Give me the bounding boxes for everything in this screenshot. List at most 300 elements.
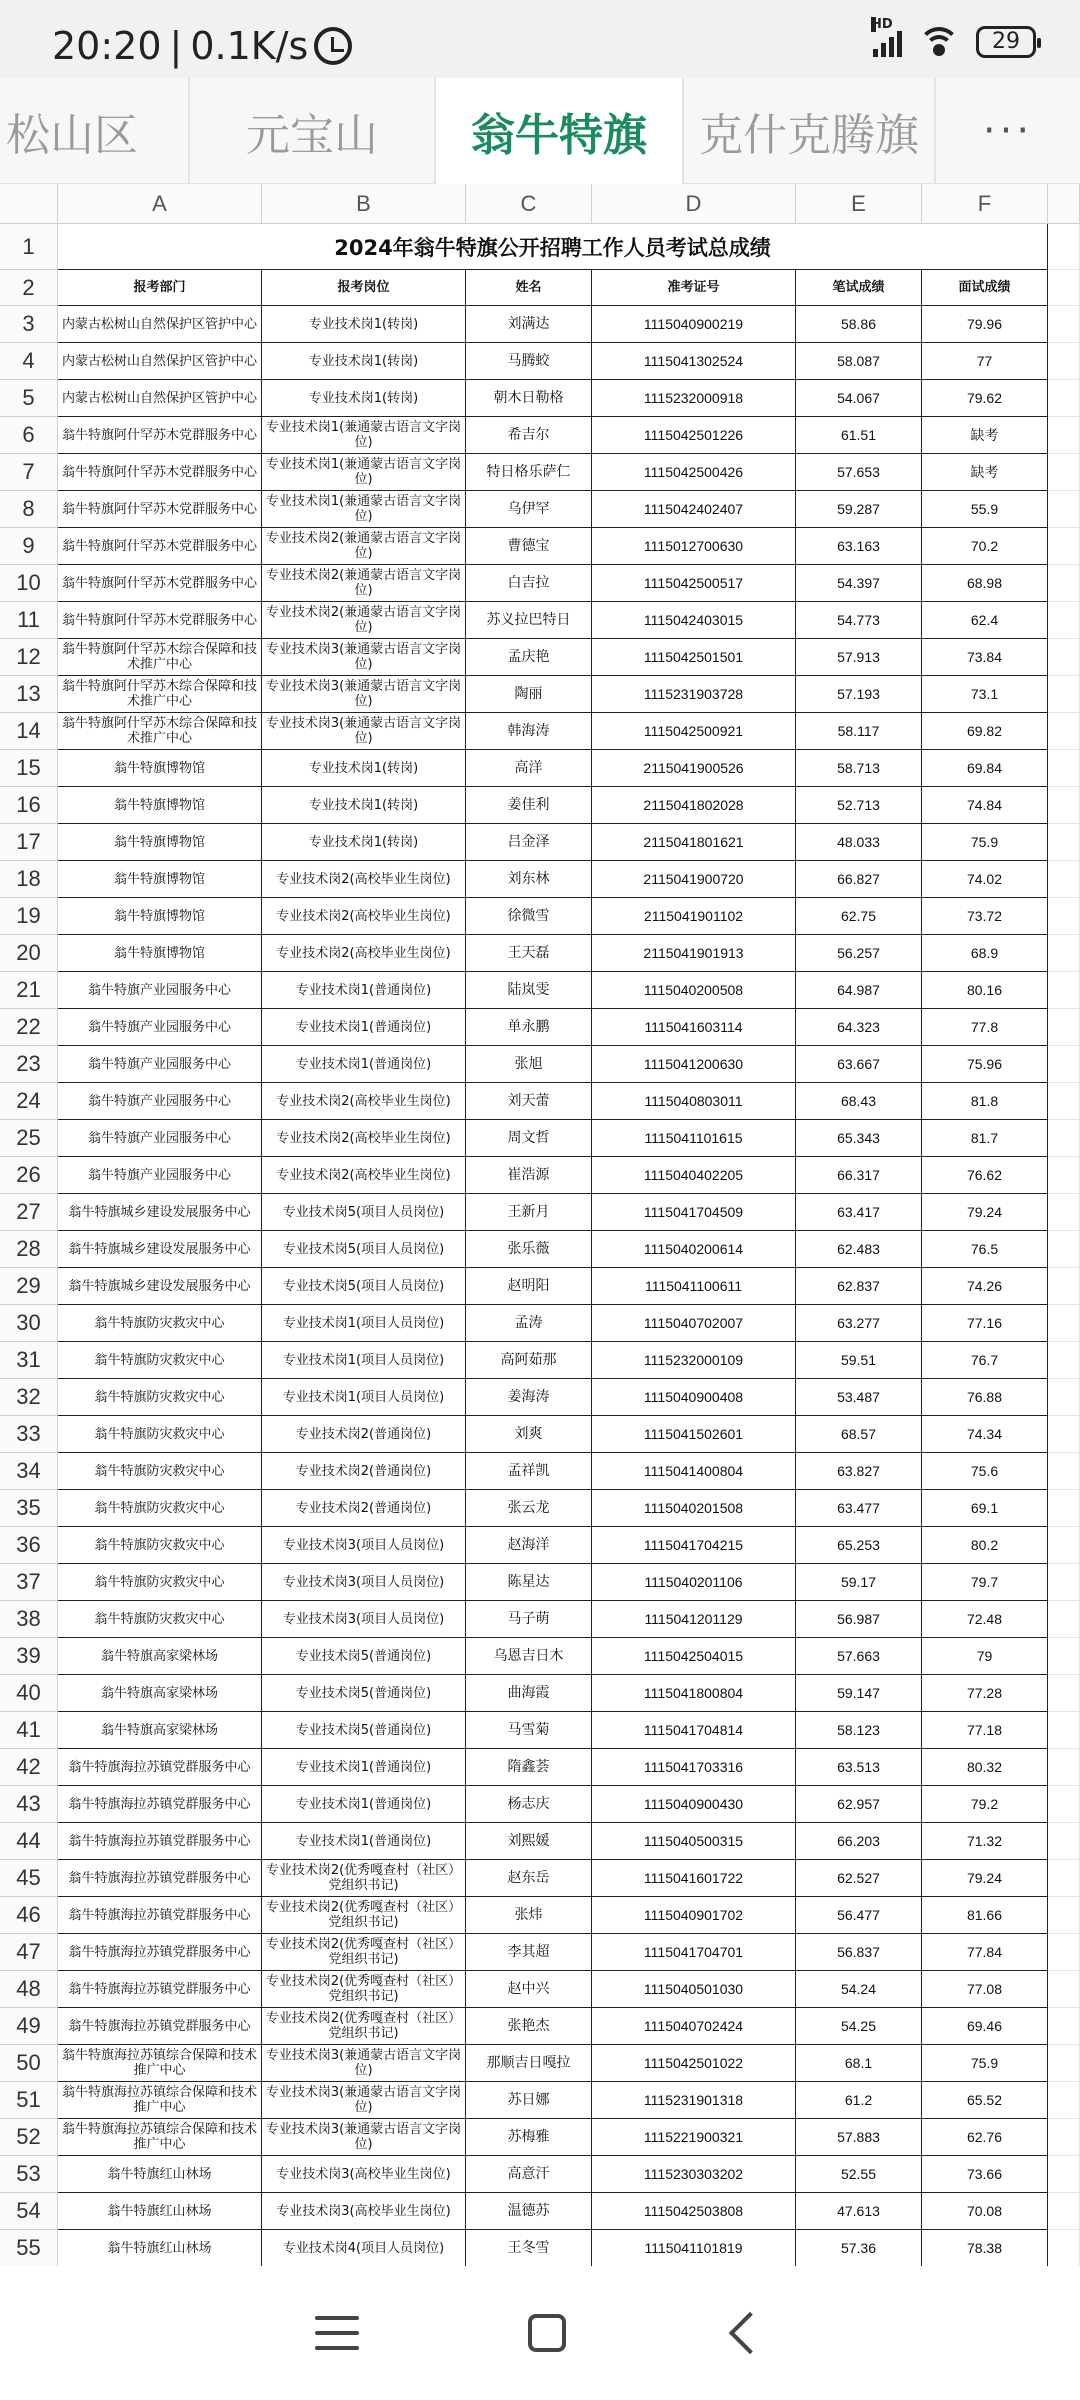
position-cell[interactable]: 专业技术岗1(普通岗位)	[262, 972, 466, 1009]
row-number[interactable]: 32	[0, 1379, 58, 1416]
written-score-cell[interactable]: 58.123	[796, 1712, 922, 1749]
interview-score-cell[interactable]: 69.82	[922, 713, 1048, 750]
tab-songshan[interactable]: 松山区	[0, 78, 190, 184]
row-number[interactable]: 33	[0, 1416, 58, 1453]
column-header-e[interactable]: E	[796, 184, 922, 224]
position-cell[interactable]: 专业技术岗2(普通岗位)	[262, 1490, 466, 1527]
ticket-cell[interactable]: 1115041400804	[592, 1453, 796, 1490]
position-cell[interactable]: 专业技术岗2(兼通蒙古语言文字岗位)	[262, 602, 466, 639]
empty-cell[interactable]	[1048, 861, 1080, 898]
row-number[interactable]: 15	[0, 750, 58, 787]
written-score-cell[interactable]: 56.987	[796, 1601, 922, 1638]
ticket-cell[interactable]: 2115041802028	[592, 787, 796, 824]
row-number[interactable]: 16	[0, 787, 58, 824]
written-score-cell[interactable]: 64.323	[796, 1009, 922, 1046]
name-cell[interactable]: 张炜	[466, 1897, 592, 1934]
name-cell[interactable]: 王新月	[466, 1194, 592, 1231]
department-cell[interactable]: 翁牛特旗海拉苏镇综合保障和技术推广中心	[58, 2045, 262, 2082]
name-cell[interactable]: 张乐薇	[466, 1231, 592, 1268]
name-cell[interactable]: 单永鹏	[466, 1009, 592, 1046]
written-score-cell[interactable]: 63.417	[796, 1194, 922, 1231]
name-cell[interactable]: 徐微雪	[466, 898, 592, 935]
name-cell[interactable]: 曹德宝	[466, 528, 592, 565]
name-cell[interactable]: 崔浩源	[466, 1157, 592, 1194]
written-score-cell[interactable]: 47.613	[796, 2193, 922, 2230]
position-cell[interactable]: 专业技术岗1(普通岗位)	[262, 1009, 466, 1046]
position-cell[interactable]: 专业技术岗5(项目人员岗位)	[262, 1231, 466, 1268]
row-number[interactable]: 29	[0, 1268, 58, 1305]
ticket-cell[interactable]: 1115041100611	[592, 1268, 796, 1305]
row-number[interactable]: 46	[0, 1897, 58, 1934]
position-cell[interactable]: 专业技术岗2(高校毕业生岗位)	[262, 898, 466, 935]
interview-score-cell[interactable]: 72.48	[922, 1601, 1048, 1638]
empty-cell[interactable]	[1048, 1046, 1080, 1083]
ticket-cell[interactable]: 1115041704215	[592, 1527, 796, 1564]
department-cell[interactable]: 翁牛特旗防灾救灾中心	[58, 1601, 262, 1638]
department-cell[interactable]: 翁牛特旗博物馆	[58, 935, 262, 972]
position-cell[interactable]: 专业技术岗3(高校毕业生岗位)	[262, 2156, 466, 2193]
written-score-cell[interactable]: 63.513	[796, 1749, 922, 1786]
department-cell[interactable]: 翁牛特旗产业园服务中心	[58, 1120, 262, 1157]
empty-cell[interactable]	[1048, 528, 1080, 565]
tab-yuanbaoshan[interactable]: 元宝山	[190, 78, 436, 184]
empty-cell[interactable]	[1048, 1749, 1080, 1786]
ticket-cell[interactable]: 1115040201508	[592, 1490, 796, 1527]
empty-cell[interactable]	[1048, 1120, 1080, 1157]
empty-cell[interactable]	[1048, 1268, 1080, 1305]
name-cell[interactable]: 乌伊罕	[466, 491, 592, 528]
interview-score-cell[interactable]: 69.1	[922, 1490, 1048, 1527]
back-icon[interactable]	[729, 2312, 771, 2354]
row-number[interactable]: 24	[0, 1083, 58, 1120]
position-cell[interactable]: 专业技术岗1(项目人员岗位)	[262, 1305, 466, 1342]
row-number[interactable]: 36	[0, 1527, 58, 1564]
name-cell[interactable]: 特日格乐萨仁	[466, 454, 592, 491]
department-cell[interactable]: 翁牛特旗海拉苏镇综合保障和技术推广中心	[58, 2119, 262, 2156]
home-icon[interactable]	[528, 2314, 566, 2352]
ticket-cell[interactable]: 1115232000918	[592, 380, 796, 417]
position-cell[interactable]: 专业技术岗3(兼通蒙古语言文字岗位)	[262, 676, 466, 713]
interview-score-cell[interactable]: 81.8	[922, 1083, 1048, 1120]
ticket-cell[interactable]: 2115041901913	[592, 935, 796, 972]
row-number[interactable]: 13	[0, 676, 58, 713]
row-number[interactable]: 55	[0, 2230, 58, 2266]
written-score-cell[interactable]: 57.663	[796, 1638, 922, 1675]
ticket-cell[interactable]: 1115040702007	[592, 1305, 796, 1342]
position-cell[interactable]: 专业技术岗2(兼通蒙古语言文字岗位)	[262, 528, 466, 565]
interview-score-cell[interactable]: 77.18	[922, 1712, 1048, 1749]
position-cell[interactable]: 专业技术岗3(兼通蒙古语言文字岗位)	[262, 639, 466, 676]
name-cell[interactable]: 高意汗	[466, 2156, 592, 2193]
name-cell[interactable]: 希吉尔	[466, 417, 592, 454]
ticket-cell[interactable]: 2115041801621	[592, 824, 796, 861]
position-cell[interactable]: 专业技术岗5(项目人员岗位)	[262, 1194, 466, 1231]
empty-cell[interactable]	[1048, 306, 1080, 343]
ticket-cell[interactable]: 1115040200614	[592, 1231, 796, 1268]
interview-score-cell[interactable]: 79.7	[922, 1564, 1048, 1601]
written-score-cell[interactable]: 63.477	[796, 1490, 922, 1527]
empty-cell[interactable]	[1048, 1305, 1080, 1342]
empty-cell[interactable]	[1048, 1675, 1080, 1712]
written-score-cell[interactable]: 54.397	[796, 565, 922, 602]
row-number[interactable]: 31	[0, 1342, 58, 1379]
interview-score-cell[interactable]: 78.38	[922, 2230, 1048, 2266]
more-tabs-button[interactable]: ···	[982, 108, 1034, 154]
interview-score-cell[interactable]: 73.84	[922, 639, 1048, 676]
row-number[interactable]: 25	[0, 1120, 58, 1157]
empty-cell[interactable]	[1048, 2193, 1080, 2230]
name-cell[interactable]: 孟涛	[466, 1305, 592, 1342]
department-cell[interactable]: 翁牛特旗海拉苏镇党群服务中心	[58, 1897, 262, 1934]
interview-score-cell[interactable]: 75.9	[922, 824, 1048, 861]
empty-cell[interactable]	[1048, 2230, 1080, 2266]
interview-score-cell[interactable]: 70.2	[922, 528, 1048, 565]
written-score-cell[interactable]: 52.55	[796, 2156, 922, 2193]
name-cell[interactable]: 王天磊	[466, 935, 592, 972]
header-cell[interactable]: 准考证号	[592, 270, 796, 306]
written-score-cell[interactable]: 68.43	[796, 1083, 922, 1120]
position-cell[interactable]: 专业技术岗3(项目人员岗位)	[262, 1564, 466, 1601]
row-number[interactable]: 49	[0, 2008, 58, 2045]
name-cell[interactable]: 姜海涛	[466, 1379, 592, 1416]
ticket-cell[interactable]: 1115231901318	[592, 2082, 796, 2119]
empty-cell[interactable]	[1048, 824, 1080, 861]
row-number[interactable]: 2	[0, 270, 58, 306]
position-cell[interactable]: 专业技术岗1(转岗)	[262, 343, 466, 380]
interview-score-cell[interactable]: 73.66	[922, 2156, 1048, 2193]
written-score-cell[interactable]: 59.287	[796, 491, 922, 528]
interview-score-cell[interactable]: 70.08	[922, 2193, 1048, 2230]
ticket-cell[interactable]: 1115012700630	[592, 528, 796, 565]
ticket-cell[interactable]: 1115040702424	[592, 2008, 796, 2045]
row-number[interactable]: 42	[0, 1749, 58, 1786]
written-score-cell[interactable]: 56.477	[796, 1897, 922, 1934]
department-cell[interactable]: 内蒙古松树山自然保护区管护中心	[58, 380, 262, 417]
ticket-cell[interactable]: 1115042504015	[592, 1638, 796, 1675]
empty-cell[interactable]	[1048, 2045, 1080, 2082]
empty-cell[interactable]	[1048, 787, 1080, 824]
department-cell[interactable]: 翁牛特旗高家梁林场	[58, 1638, 262, 1675]
empty-cell[interactable]	[1048, 1601, 1080, 1638]
name-cell[interactable]: 苏义拉巴特日	[466, 602, 592, 639]
interview-score-cell[interactable]: 55.9	[922, 491, 1048, 528]
empty-cell[interactable]	[1048, 2082, 1080, 2119]
name-cell[interactable]: 赵东岳	[466, 1860, 592, 1897]
position-cell[interactable]: 专业技术岗2(高校毕业生岗位)	[262, 1083, 466, 1120]
name-cell[interactable]: 刘熙媛	[466, 1823, 592, 1860]
row-number[interactable]: 18	[0, 861, 58, 898]
name-cell[interactable]: 周文哲	[466, 1120, 592, 1157]
department-cell[interactable]: 翁牛特旗城乡建设发展服务中心	[58, 1194, 262, 1231]
name-cell[interactable]: 孟祥凯	[466, 1453, 592, 1490]
written-score-cell[interactable]: 62.957	[796, 1786, 922, 1823]
written-score-cell[interactable]: 68.1	[796, 2045, 922, 2082]
interview-score-cell[interactable]: 80.32	[922, 1749, 1048, 1786]
department-cell[interactable]: 翁牛特旗博物馆	[58, 787, 262, 824]
name-cell[interactable]: 姜佳利	[466, 787, 592, 824]
position-cell[interactable]: 专业技术岗1(普通岗位)	[262, 1786, 466, 1823]
ticket-cell[interactable]: 1115231903728	[592, 676, 796, 713]
interview-score-cell[interactable]: 缺考	[922, 417, 1048, 454]
column-header-d[interactable]: D	[592, 184, 796, 224]
position-cell[interactable]: 专业技术岗1(转岗)	[262, 750, 466, 787]
ticket-cell[interactable]: 2115041901102	[592, 898, 796, 935]
interview-score-cell[interactable]: 79	[922, 1638, 1048, 1675]
written-score-cell[interactable]: 57.36	[796, 2230, 922, 2266]
written-score-cell[interactable]: 59.51	[796, 1342, 922, 1379]
row-number[interactable]: 43	[0, 1786, 58, 1823]
position-cell[interactable]: 专业技术岗3(兼通蒙古语言文字岗位)	[262, 2045, 466, 2082]
row-number[interactable]: 23	[0, 1046, 58, 1083]
empty-cell[interactable]	[1048, 1342, 1080, 1379]
row-number[interactable]: 41	[0, 1712, 58, 1749]
ticket-cell[interactable]: 2115041900526	[592, 750, 796, 787]
written-score-cell[interactable]: 63.163	[796, 528, 922, 565]
row-number[interactable]: 22	[0, 1009, 58, 1046]
name-cell[interactable]: 赵海洋	[466, 1527, 592, 1564]
row-number[interactable]: 53	[0, 2156, 58, 2193]
department-cell[interactable]: 翁牛特旗阿什罕苏木党群服务中心	[58, 491, 262, 528]
ticket-cell[interactable]: 2115041900720	[592, 861, 796, 898]
interview-score-cell[interactable]: 73.1	[922, 676, 1048, 713]
ticket-cell[interactable]: 1115040900408	[592, 1379, 796, 1416]
position-cell[interactable]: 专业技术岗5(普通岗位)	[262, 1712, 466, 1749]
menu-icon[interactable]	[315, 2316, 359, 2350]
name-cell[interactable]: 吕金泽	[466, 824, 592, 861]
row-number[interactable]: 50	[0, 2045, 58, 2082]
empty-cell[interactable]	[1048, 1194, 1080, 1231]
empty-cell[interactable]	[1048, 1379, 1080, 1416]
name-cell[interactable]: 高阿茹那	[466, 1342, 592, 1379]
department-cell[interactable]: 翁牛特旗防灾救灾中心	[58, 1416, 262, 1453]
position-cell[interactable]: 专业技术岗1(普通岗位)	[262, 1046, 466, 1083]
empty-cell[interactable]	[1048, 380, 1080, 417]
name-cell[interactable]: 王冬雪	[466, 2230, 592, 2266]
interview-score-cell[interactable]: 74.02	[922, 861, 1048, 898]
empty-cell[interactable]	[1048, 1231, 1080, 1268]
department-cell[interactable]: 翁牛特旗海拉苏镇党群服务中心	[58, 1786, 262, 1823]
column-header-g[interactable]	[1048, 184, 1080, 224]
header-cell[interactable]: 面试成绩	[922, 270, 1048, 306]
row-number[interactable]: 51	[0, 2082, 58, 2119]
ticket-cell[interactable]: 1115041101819	[592, 2230, 796, 2266]
row-number[interactable]: 9	[0, 528, 58, 565]
empty-cell[interactable]	[1048, 2119, 1080, 2156]
ticket-cell[interactable]: 1115041704814	[592, 1712, 796, 1749]
interview-score-cell[interactable]: 77.84	[922, 1934, 1048, 1971]
row-number[interactable]: 3	[0, 306, 58, 343]
empty-cell[interactable]	[1048, 676, 1080, 713]
position-cell[interactable]: 专业技术岗2(优秀嘎查村（社区）党组织书记)	[262, 2008, 466, 2045]
name-cell[interactable]: 马雪菊	[466, 1712, 592, 1749]
interview-score-cell[interactable]: 80.2	[922, 1527, 1048, 1564]
ticket-cell[interactable]: 1115040402205	[592, 1157, 796, 1194]
position-cell[interactable]: 专业技术岗3(项目人员岗位)	[262, 1601, 466, 1638]
ticket-cell[interactable]: 1115041703316	[592, 1749, 796, 1786]
ticket-cell[interactable]: 1115040901702	[592, 1897, 796, 1934]
name-cell[interactable]: 高洋	[466, 750, 592, 787]
department-cell[interactable]: 翁牛特旗阿什罕苏木党群服务中心	[58, 417, 262, 454]
department-cell[interactable]: 翁牛特旗红山林场	[58, 2193, 262, 2230]
written-score-cell[interactable]: 66.827	[796, 861, 922, 898]
row-number[interactable]: 35	[0, 1490, 58, 1527]
written-score-cell[interactable]: 63.277	[796, 1305, 922, 1342]
name-cell[interactable]: 刘满达	[466, 306, 592, 343]
row-number[interactable]: 38	[0, 1601, 58, 1638]
empty-cell[interactable]	[1048, 602, 1080, 639]
sheet-title[interactable]: 2024年翁牛特旗公开招聘工作人员考试总成绩	[58, 224, 1048, 270]
empty-cell[interactable]	[1048, 1860, 1080, 1897]
row-number[interactable]: 30	[0, 1305, 58, 1342]
written-score-cell[interactable]: 62.527	[796, 1860, 922, 1897]
tab-keshiketeng[interactable]: 克什克腾旗	[684, 78, 936, 184]
empty-cell[interactable]	[1048, 972, 1080, 1009]
empty-cell[interactable]	[1048, 2156, 1080, 2193]
empty-cell[interactable]	[1048, 713, 1080, 750]
interview-score-cell[interactable]: 74.26	[922, 1268, 1048, 1305]
written-score-cell[interactable]: 64.987	[796, 972, 922, 1009]
name-cell[interactable]: 白吉拉	[466, 565, 592, 602]
interview-score-cell[interactable]: 69.84	[922, 750, 1048, 787]
empty-cell[interactable]	[1048, 417, 1080, 454]
row-number[interactable]: 34	[0, 1453, 58, 1490]
empty-cell[interactable]	[1048, 454, 1080, 491]
name-cell[interactable]: 韩海涛	[466, 713, 592, 750]
ticket-cell[interactable]: 1115040500315	[592, 1823, 796, 1860]
row-number[interactable]: 27	[0, 1194, 58, 1231]
name-cell[interactable]: 苏梅雅	[466, 2119, 592, 2156]
department-cell[interactable]: 翁牛特旗海拉苏镇党群服务中心	[58, 1823, 262, 1860]
row-number[interactable]: 4	[0, 343, 58, 380]
ticket-cell[interactable]: 1115042402407	[592, 491, 796, 528]
ticket-cell[interactable]: 1115041603114	[592, 1009, 796, 1046]
empty-cell[interactable]	[1048, 565, 1080, 602]
row-number[interactable]: 14	[0, 713, 58, 750]
position-cell[interactable]: 专业技术岗1(普通岗位)	[262, 1749, 466, 1786]
position-cell[interactable]: 专业技术岗1(项目人员岗位)	[262, 1342, 466, 1379]
written-score-cell[interactable]: 63.667	[796, 1046, 922, 1083]
department-cell[interactable]: 翁牛特旗海拉苏镇党群服务中心	[58, 1749, 262, 1786]
written-score-cell[interactable]: 65.253	[796, 1527, 922, 1564]
department-cell[interactable]: 翁牛特旗海拉苏镇综合保障和技术推广中心	[58, 2082, 262, 2119]
interview-score-cell[interactable]: 79.24	[922, 1194, 1048, 1231]
department-cell[interactable]: 翁牛特旗阿什罕苏木党群服务中心	[58, 565, 262, 602]
interview-score-cell[interactable]: 79.62	[922, 380, 1048, 417]
ticket-cell[interactable]: 1115042503808	[592, 2193, 796, 2230]
interview-score-cell[interactable]: 73.72	[922, 898, 1048, 935]
row-number[interactable]: 54	[0, 2193, 58, 2230]
written-score-cell[interactable]: 61.2	[796, 2082, 922, 2119]
interview-score-cell[interactable]: 76.88	[922, 1379, 1048, 1416]
interview-score-cell[interactable]: 77.16	[922, 1305, 1048, 1342]
department-cell[interactable]: 翁牛特旗红山林场	[58, 2156, 262, 2193]
position-cell[interactable]: 专业技术岗1(转岗)	[262, 306, 466, 343]
name-cell[interactable]: 刘爽	[466, 1416, 592, 1453]
position-cell[interactable]: 专业技术岗1(转岗)	[262, 380, 466, 417]
row-number[interactable]: 19	[0, 898, 58, 935]
name-cell[interactable]: 隋鑫荟	[466, 1749, 592, 1786]
position-cell[interactable]: 专业技术岗2(普通岗位)	[262, 1453, 466, 1490]
department-cell[interactable]: 翁牛特旗防灾救灾中心	[58, 1490, 262, 1527]
row-number[interactable]: 20	[0, 935, 58, 972]
position-cell[interactable]: 专业技术岗2(兼通蒙古语言文字岗位)	[262, 565, 466, 602]
department-cell[interactable]: 翁牛特旗阿什罕苏木综合保障和技术推广中心	[58, 713, 262, 750]
header-cell[interactable]: 报考岗位	[262, 270, 466, 306]
row-number[interactable]: 28	[0, 1231, 58, 1268]
empty-cell[interactable]	[1048, 224, 1080, 270]
written-score-cell[interactable]: 58.713	[796, 750, 922, 787]
ticket-cell[interactable]: 1115042501226	[592, 417, 796, 454]
written-score-cell[interactable]: 54.773	[796, 602, 922, 639]
name-cell[interactable]: 朝木日勒格	[466, 380, 592, 417]
row-number[interactable]: 48	[0, 1971, 58, 2008]
written-score-cell[interactable]: 66.317	[796, 1157, 922, 1194]
position-cell[interactable]: 专业技术岗3(项目人员岗位)	[262, 1527, 466, 1564]
interview-score-cell[interactable]: 缺考	[922, 454, 1048, 491]
department-cell[interactable]: 翁牛特旗产业园服务中心	[58, 1046, 262, 1083]
empty-cell[interactable]	[1048, 1157, 1080, 1194]
name-cell[interactable]: 杨志庆	[466, 1786, 592, 1823]
department-cell[interactable]: 翁牛特旗产业园服务中心	[58, 1009, 262, 1046]
ticket-cell[interactable]: 1115221900321	[592, 2119, 796, 2156]
ticket-cell[interactable]: 1115041302524	[592, 343, 796, 380]
ticket-cell[interactable]: 1115042500426	[592, 454, 796, 491]
written-score-cell[interactable]: 65.343	[796, 1120, 922, 1157]
position-cell[interactable]: 专业技术岗4(项目人员岗位)	[262, 2230, 466, 2266]
position-cell[interactable]: 专业技术岗2(高校毕业生岗位)	[262, 1120, 466, 1157]
spreadsheet[interactable]	[0, 184, 1080, 2266]
row-number[interactable]: 12	[0, 639, 58, 676]
row-number[interactable]: 52	[0, 2119, 58, 2156]
empty-cell[interactable]	[1048, 1564, 1080, 1601]
written-score-cell[interactable]: 62.483	[796, 1231, 922, 1268]
department-cell[interactable]: 翁牛特旗高家梁林场	[58, 1712, 262, 1749]
written-score-cell[interactable]: 57.883	[796, 2119, 922, 2156]
department-cell[interactable]: 翁牛特旗产业园服务中心	[58, 972, 262, 1009]
ticket-cell[interactable]: 1115041200630	[592, 1046, 796, 1083]
interview-score-cell[interactable]: 69.46	[922, 2008, 1048, 2045]
ticket-cell[interactable]: 1115041704509	[592, 1194, 796, 1231]
department-cell[interactable]: 翁牛特旗博物馆	[58, 750, 262, 787]
position-cell[interactable]: 专业技术岗2(普通岗位)	[262, 1416, 466, 1453]
tab-wengniute[interactable]: 翁牛特旗	[436, 78, 684, 184]
name-cell[interactable]: 张云龙	[466, 1490, 592, 1527]
written-score-cell[interactable]: 53.487	[796, 1379, 922, 1416]
name-cell[interactable]: 陆岚雯	[466, 972, 592, 1009]
position-cell[interactable]: 专业技术岗5(普通岗位)	[262, 1675, 466, 1712]
name-cell[interactable]: 赵中兴	[466, 1971, 592, 2008]
row-number[interactable]: 1	[0, 224, 58, 270]
department-cell[interactable]: 翁牛特旗防灾救灾中心	[58, 1527, 262, 1564]
position-cell[interactable]: 专业技术岗2(优秀嘎查村（社区）党组织书记)	[262, 1971, 466, 2008]
interview-score-cell[interactable]: 81.7	[922, 1120, 1048, 1157]
select-all-corner[interactable]	[0, 184, 58, 224]
name-cell[interactable]: 陶丽	[466, 676, 592, 713]
header-cell[interactable]: 笔试成绩	[796, 270, 922, 306]
row-number[interactable]: 40	[0, 1675, 58, 1712]
name-cell[interactable]: 那顺吉日嘎拉	[466, 2045, 592, 2082]
written-score-cell[interactable]: 59.147	[796, 1675, 922, 1712]
written-score-cell[interactable]: 63.827	[796, 1453, 922, 1490]
position-cell[interactable]: 专业技术岗2(优秀嘎查村（社区）党组织书记)	[262, 1860, 466, 1897]
position-cell[interactable]: 专业技术岗3(兼通蒙古语言文字岗位)	[262, 713, 466, 750]
interview-score-cell[interactable]: 79.2	[922, 1786, 1048, 1823]
empty-cell[interactable]	[1048, 1009, 1080, 1046]
row-number[interactable]: 11	[0, 602, 58, 639]
department-cell[interactable]: 翁牛特旗城乡建设发展服务中心	[58, 1231, 262, 1268]
row-number[interactable]: 47	[0, 1934, 58, 1971]
written-score-cell[interactable]: 58.86	[796, 306, 922, 343]
